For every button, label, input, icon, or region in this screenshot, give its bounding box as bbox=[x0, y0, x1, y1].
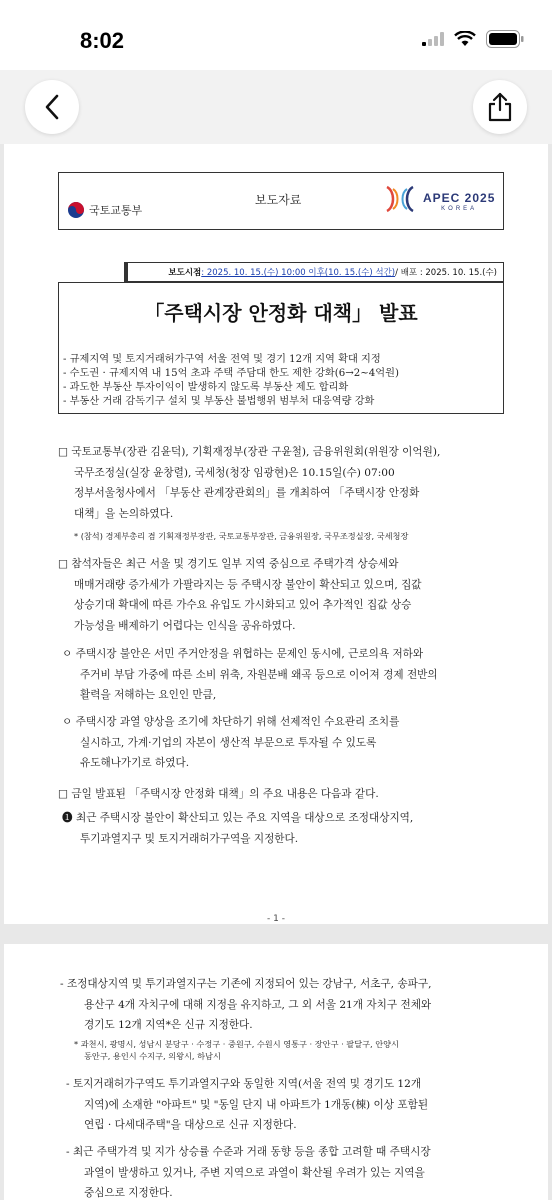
share-button[interactable] bbox=[473, 80, 527, 134]
press-header bbox=[58, 172, 504, 230]
text-line: ❶ 최근 주택시장 불안이 확산되고 있는 주요 지역을 대상으로 조정대상지역, bbox=[62, 812, 414, 824]
text-line: - 조정대상지역 및 투기과열지구는 기존에 지정되어 있는 강남구, 서초구, 송파구, bbox=[60, 978, 432, 990]
status-bar bbox=[0, 0, 552, 70]
text-line: 국무조정실(실장 윤창렬), 국세청(청장 임광현)은 10.15일(수) 07:00 bbox=[74, 466, 395, 479]
paragraph-land-permit bbox=[66, 1074, 428, 1136]
text-line: 정부서울청사에서 「부동산 관계장관회의」를 개최하여 「주택시장 안정화 bbox=[74, 487, 420, 499]
paragraph-announcement: □ 금일 발표된 「주택시장 안정화 대책」의 주요 내용은 다음과 같다. bbox=[58, 788, 379, 800]
release-key: 보도시점 bbox=[168, 268, 202, 278]
page-number: - 1 - bbox=[267, 914, 285, 924]
attendees-note: * (참석) 경제부총리 겸 기획재정부장관, 국토교통부장관, 금융위원장, 국무조정실장, 국세청장 bbox=[74, 531, 409, 541]
text-line: 실시하고, 가계·기업의 자본이 생산적 부문으로 투자될 수 있도록 bbox=[80, 736, 377, 749]
document-viewer[interactable] bbox=[0, 144, 552, 1200]
text-line: 동안구, 용인시 수지구, 의왕시, 하남시 bbox=[84, 1051, 221, 1061]
text-line: 유도해나가기로 하였다. bbox=[80, 757, 190, 769]
text-line: □ 참석자들은 최근 서울 및 경기도 일부 지역 중심으로 주택가격 상승세와 bbox=[58, 558, 399, 570]
summary-item: - 수도권 · 규제지역 내 15억 초과 주택 주담대 한도 제한 강화(6→2~4억원) bbox=[63, 368, 399, 379]
ministry-name: 국토교통부 bbox=[89, 204, 143, 217]
text-line: 지역)에 소재한 "아파트" 및 "동일 단지 내 아파트가 1개동(棟) 이상 포함된 bbox=[84, 1098, 429, 1111]
text-line: 주거비 부담 가중에 따른 소비 위축, 자원분배 왜곡 등으로 이어져 경제 전반의 bbox=[80, 668, 438, 681]
text-line: 중심으로 지정한다. bbox=[84, 1187, 173, 1199]
text-line: 투기과열지구 및 토지거래허가구역을 지정한다. bbox=[80, 832, 299, 845]
wifi-icon bbox=[454, 31, 476, 47]
share-icon bbox=[487, 92, 513, 122]
ministry-logo bbox=[67, 201, 142, 219]
release-distribution: / 배포 : 2025. 10. 15.(수) bbox=[395, 268, 497, 278]
chevron-left-icon bbox=[44, 94, 60, 120]
title-box bbox=[58, 282, 504, 414]
viewer-toolbar bbox=[0, 70, 552, 144]
summary-list bbox=[63, 353, 399, 409]
text-line: 연립 · 다세대주택"을 대상으로 신규 지정한다. bbox=[84, 1119, 297, 1131]
text-line: ㅇ 주택시장 과열 양상을 조기에 차단하기 위해 선제적인 수요관리 조치를 bbox=[62, 716, 400, 728]
status-time: 8:02 bbox=[80, 28, 125, 53]
text-line: 매매거래량 증가세가 가팔라지는 등 주택시장 불안이 확산되고 있으며, 집값 bbox=[74, 578, 422, 591]
press-release-label: 보도자료 bbox=[255, 193, 302, 207]
paragraph-concern bbox=[58, 554, 422, 636]
signal-icon bbox=[422, 32, 444, 46]
text-line: □ 국토교통부(장관 김윤덕), 기획재정부(장관 구윤철), 금융위원회(위원장 이억원), bbox=[58, 446, 441, 458]
text-line: - 최근 주택가격 및 지가 상승률 수준과 거래 동향 등을 종합 고려할 때 주택시장 bbox=[66, 1146, 431, 1158]
paragraph-meeting bbox=[58, 442, 440, 524]
summary-item: - 규제지역 및 토지거래허가구역 서울 전역 및 경기 12개 지역 확대 지정 bbox=[63, 354, 381, 365]
paragraph-impact bbox=[62, 644, 438, 706]
release-time: : 2025. 10. 15.(수) 10:00 이후(10. 15.(수) 석간) bbox=[201, 268, 396, 278]
document-title: 「주택시장 안정화 대책」 발표 bbox=[144, 301, 418, 325]
document-page-1 bbox=[4, 144, 548, 924]
text-line: - 토지거래허가구역도 투기과열지구와 동일한 지역(서울 전역 및 경기도 12개 bbox=[66, 1078, 422, 1090]
apec-title: APEC 2025 bbox=[423, 190, 496, 205]
taegeuk-icon bbox=[67, 201, 85, 219]
text-line: ㅇ 주택시장 불안은 서민 주거안정을 위협하는 문제인 동시에, 근로의욕 저하와 bbox=[62, 648, 424, 660]
back-button[interactable] bbox=[25, 80, 79, 134]
document-page-2 bbox=[4, 944, 548, 1200]
text-line: 상승기대 확대에 따른 가수요 유입도 가시화되고 있어 추가적인 집값 상승 bbox=[74, 599, 412, 611]
release-info bbox=[124, 262, 504, 282]
apec-logo bbox=[383, 185, 495, 213]
gyeonggi-areas-note bbox=[74, 1038, 399, 1062]
battery-icon bbox=[486, 30, 524, 48]
text-line: 가능성을 배제하기 어렵다는 인식을 공유하였다. bbox=[74, 619, 296, 632]
paragraph-measures bbox=[62, 712, 399, 774]
text-line: 용산구 4개 자치구에 대해 지정을 유지하고, 그 외 서울 21개 자치구 전체와 bbox=[84, 998, 432, 1011]
paragraph-designation bbox=[62, 808, 413, 849]
summary-item: - 부동산 거래 감독기구 설치 및 부동산 불법행위 범부처 대응역량 강화 bbox=[63, 396, 375, 407]
apec-emblem-icon bbox=[383, 185, 417, 213]
text-line: 대책」을 논의하였다. bbox=[74, 507, 174, 520]
paragraph-regulated-areas bbox=[60, 974, 431, 1036]
text-line: 활력을 저해하는 요인인 만큼, bbox=[80, 689, 217, 701]
status-icons bbox=[422, 30, 524, 48]
paragraph-criteria bbox=[66, 1142, 431, 1200]
apec-subtitle: KOREA bbox=[441, 205, 478, 212]
text-line: 경기도 12개 지역*은 신규 지정한다. bbox=[84, 1019, 253, 1031]
text-line: 과열이 발생하고 있거나, 주변 지역으로 과열이 확산될 우려가 있는 지역을 bbox=[84, 1166, 425, 1179]
text-line: * 과천시, 광명시, 성남시 분당구 · 수정구 · 중원구, 수원시 영통구 · 장안구 · 팔달구, 안양시 bbox=[74, 1039, 399, 1049]
summary-item: - 과도한 부동산 투자이익이 발생하지 않도록 부동산 제도 합리화 bbox=[63, 382, 349, 393]
